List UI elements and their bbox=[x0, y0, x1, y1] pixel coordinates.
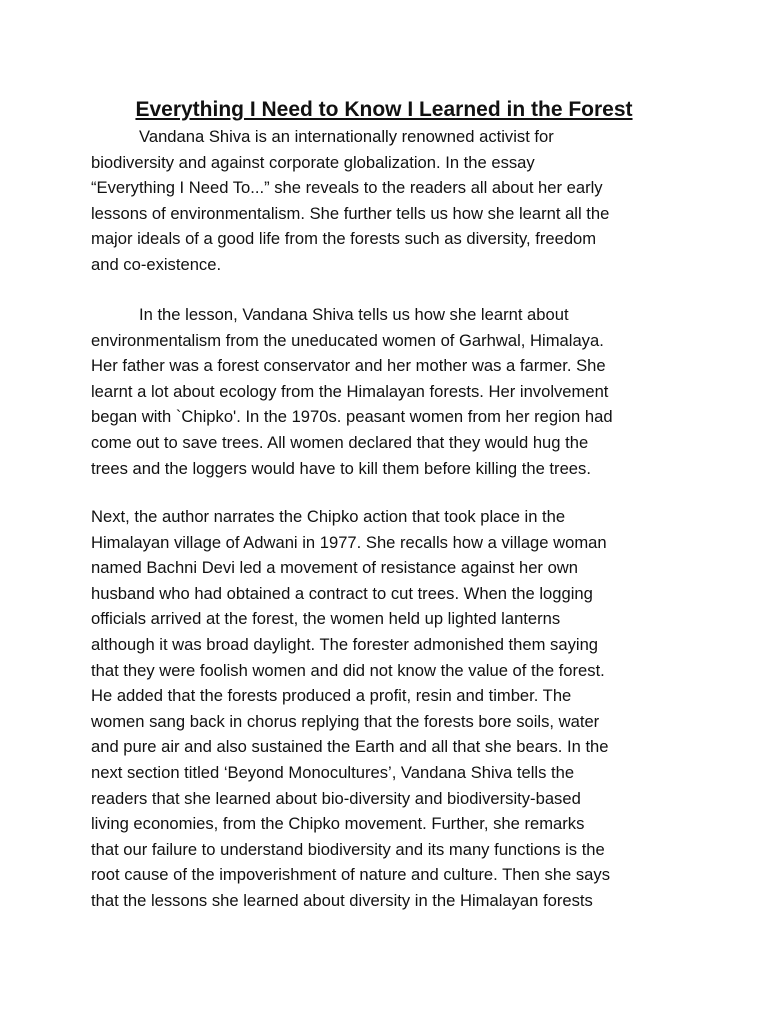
text-line: trees and the loggers would have to kill them before killing the trees. bbox=[91, 458, 591, 478]
text-line: named Bachni Devi led a movement of resistance against her own bbox=[91, 558, 579, 578]
paragraph-intro bbox=[91, 124, 691, 278]
text-line: learnt a lot about ecology from the Himalayan forests. Her involvement bbox=[91, 381, 609, 401]
text-line: readers that she learned about bio-diversity and biodiversity-based bbox=[91, 788, 581, 808]
text-line: In the lesson, Vandana Shiva tells us how she learnt about bbox=[139, 305, 569, 324]
text-line: next section titled ‘Beyond Monocultures’, Vandana Shiva tells the bbox=[91, 762, 575, 782]
text-line: that they were foolish women and did not know the value of the forest. bbox=[91, 660, 605, 680]
text-line: lessons of environmentalism. She further tells us how she learnt all the bbox=[91, 203, 610, 223]
text-line: Vandana Shiva is an internationally renowned activist for bbox=[139, 127, 554, 146]
text-line: root cause of the impoverishment of nature and culture. Then she says bbox=[91, 865, 611, 885]
text-line: come out to save trees. All women declared that they would hug the bbox=[91, 432, 589, 452]
text-line: that the lessons she learned about diversity in the Himalayan forests bbox=[91, 890, 593, 910]
text-line: major ideals of a good life from the forests such as diversity, freedom bbox=[91, 229, 597, 249]
paragraph-chipko bbox=[91, 504, 691, 914]
text-line: biodiversity and against corporate globalization. In the essay bbox=[91, 152, 535, 172]
text-line: began with `Chipko'. In the 1970s. peasant women from her region had bbox=[91, 407, 613, 427]
paragraph-lesson bbox=[91, 302, 691, 481]
text-line: women sang back in chorus replying that the forests bore soils, water bbox=[91, 711, 600, 731]
text-line: officials arrived at the forest, the women held up lighted lanterns bbox=[91, 609, 561, 629]
text-line: He added that the forests produced a profit, resin and timber. The bbox=[91, 686, 572, 706]
text-line: husband who had obtained a contract to cut trees. When the logging bbox=[91, 583, 593, 603]
text-line: living economies, from the Chipko movement. Further, she remarks bbox=[91, 814, 585, 834]
text-line: Himalayan village of Adwani in 1977. She recalls how a village woman bbox=[91, 532, 607, 552]
text-line: environmentalism from the uneducated women of Garhwal, Himalaya. bbox=[91, 330, 604, 350]
text-line: and co-existence. bbox=[91, 254, 222, 274]
text-line: Her father was a forest conservator and her mother was a farmer. She bbox=[91, 356, 606, 376]
document-title: Everything I Need to Know I Learned in the Forest bbox=[135, 98, 633, 121]
text-line: that our failure to understand biodiversity and its many functions is the bbox=[91, 839, 605, 859]
text-line: and pure air and also sustained the Earth and all that she bears. In the bbox=[91, 737, 609, 757]
text-line: Next, the author narrates the Chipko action that took place in the bbox=[91, 507, 566, 526]
text-line: “Everything I Need To...” she reveals to the readers all about her early bbox=[91, 178, 603, 198]
text-line: although it was broad daylight. The forester admonished them saying bbox=[91, 634, 599, 654]
